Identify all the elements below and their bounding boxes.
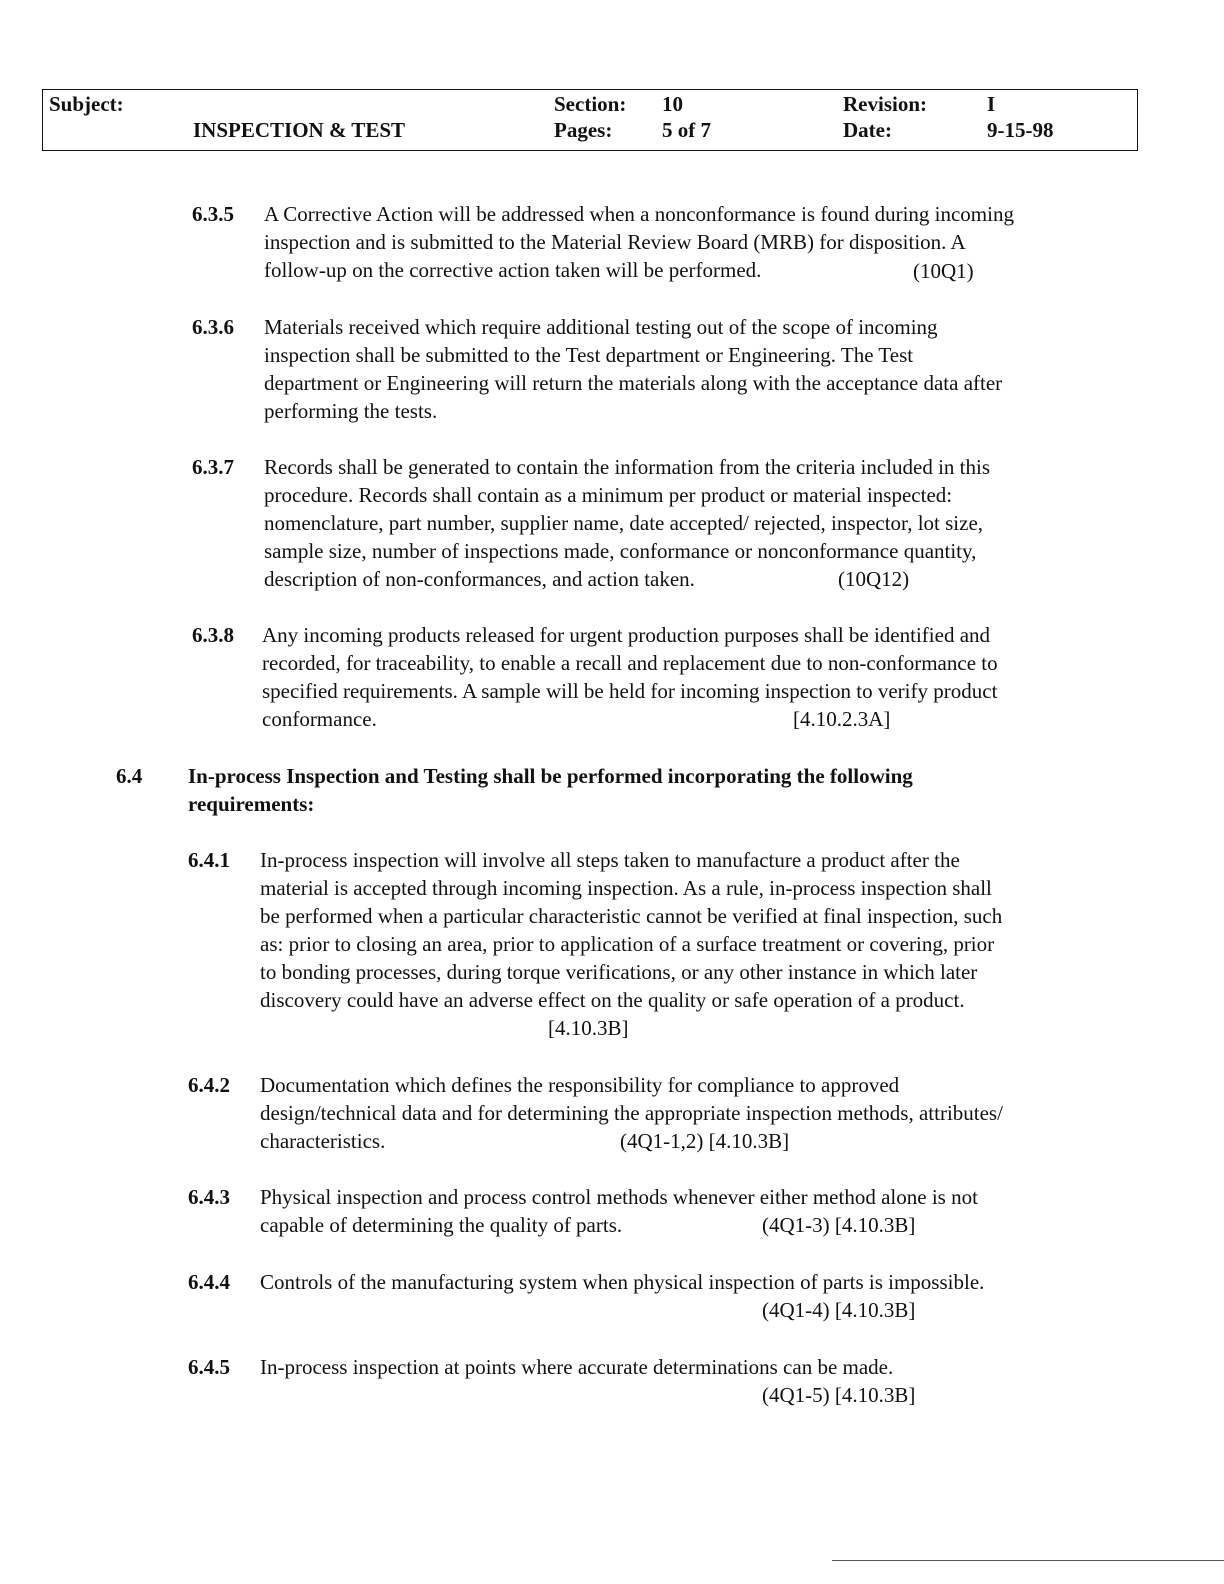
pages-label: Pages: [554,118,613,142]
paragraph-number: 6.3.8 [192,623,234,647]
subject-value: INSPECTION & TEST [193,118,406,142]
paragraph-text [264,313,1002,425]
revision-value: I [987,92,996,116]
paragraph-line: characteristics. [260,1129,386,1153]
paragraph-number: 6.3.7 [192,455,234,479]
paragraph-line: nomenclature, part number, supplier name, date accepted/ rejected, inspector, lot size, [264,511,984,535]
section-title [188,762,913,818]
revision-label: Revision: [843,92,927,116]
paragraph-number: 6.3.6 [192,315,234,339]
paragraph-number: 6.4.5 [188,1355,230,1379]
paragraph-line: material is accepted through incoming inspection. As a rule, in-process inspection shall [260,876,992,900]
paragraph-line: department or Engineering will return the materials along with the acceptance data after [264,371,1003,395]
paragraph-line: Documentation which defines the responsibility for compliance to approved [260,1073,900,1097]
paragraph-number: 6.4.4 [188,1270,230,1294]
section-label: Section: [554,92,627,116]
pages-value: 5 of 7 [662,118,711,142]
paragraph-number: 6.4.1 [188,848,230,872]
reference-code: (4Q1-5) [4.10.3B] [762,1383,916,1407]
paragraph-number: 6.4.2 [188,1073,230,1097]
paragraph-line: to bonding processes, during torque verifications, or any other instance in which later [260,960,978,984]
paragraph-line: recorded, for traceability, to enable a recall and replacement due to non-conformance to [262,651,998,675]
section-title-line: In-process Inspection and Testing shall be performed incorporating the following [188,764,913,788]
paragraph-line: Controls of the manufacturing system when physical inspection of parts is impossible. [260,1270,985,1294]
section-title-line: requirements: [188,792,315,816]
reference-code: [4.10.3B] [548,1016,629,1040]
paragraph-text [260,846,1002,1014]
section-value: 10 [662,92,683,116]
paragraph-line: specified requirements. A sample will be held for incoming inspection to verify product [262,679,998,703]
paragraph-line: be performed when a particular characteristic cannot be verified at final inspection, such [260,904,1003,928]
reference-code: (4Q1-4) [4.10.3B] [762,1298,916,1322]
paragraph-line: Any incoming products released for urgent production purposes shall be identified and [262,623,991,647]
reference-code: (4Q1-1,2) [4.10.3B] [620,1129,790,1153]
reference-code: (10Q12) [838,567,910,591]
paragraph-line: performing the tests. [264,399,438,423]
paragraph-line: design/technical data and for determining the appropriate inspection methods, attributes/ [260,1101,1003,1125]
paragraph-line: description of non-conformances, and action taken. [264,567,695,591]
section-number: 6.4 [116,764,143,788]
date-value: 9-15-98 [987,118,1054,142]
paragraph-line: inspection and is submitted to the Material Review Board (MRB) for disposition. A [264,230,966,254]
paragraph-line: A Corrective Action will be addressed when a nonconformance is found during incoming [264,202,1014,226]
paragraph-line: capable of determining the quality of parts. [260,1213,623,1237]
reference-code: (4Q1-3) [4.10.3B] [762,1213,916,1237]
paragraph-line: In-process inspection at points where accurate determinations can be made. [260,1355,894,1379]
paragraph-line: sample size, number of inspections made, conformance or nonconformance quantity, [264,539,977,563]
paragraph-line: In-process inspection will involve all steps taken to manufacture a product after the [260,848,960,872]
paragraph-line: Materials received which require additional testing out of the scope of incoming [264,315,938,339]
reference-code: (10Q1) [913,259,974,283]
paragraph-text [264,200,1014,284]
paragraph-line: Records shall be generated to contain the information from the criteria included in this [264,455,991,479]
paragraph-text [260,1268,984,1296]
subject-label: Subject: [49,92,124,116]
paragraph-line: follow-up on the corrective action taken will be performed. [264,258,762,282]
footer-rule [832,1560,1224,1561]
paragraph-number: 6.4.3 [188,1185,230,1209]
paragraph-line: Physical inspection and process control methods whenever either method alone is not [260,1185,978,1209]
document-header [42,89,1138,151]
paragraph-line: inspection shall be submitted to the Test department or Engineering. The Test [264,343,914,367]
date-label: Date: [843,118,892,142]
paragraph-line: as: prior to closing an area, prior to application of a surface treatment or covering, prior [260,932,995,956]
paragraph-line: procedure. Records shall contain as a minimum per product or material inspected: [264,483,953,507]
paragraph-number: 6.3.5 [192,202,234,226]
reference-code: [4.10.2.3A] [793,707,891,731]
paragraph-text [260,1353,893,1381]
paragraph-line: discovery could have an adverse effect on the quality or safe operation of a product. [260,988,965,1012]
paragraph-line: conformance. [262,707,377,731]
